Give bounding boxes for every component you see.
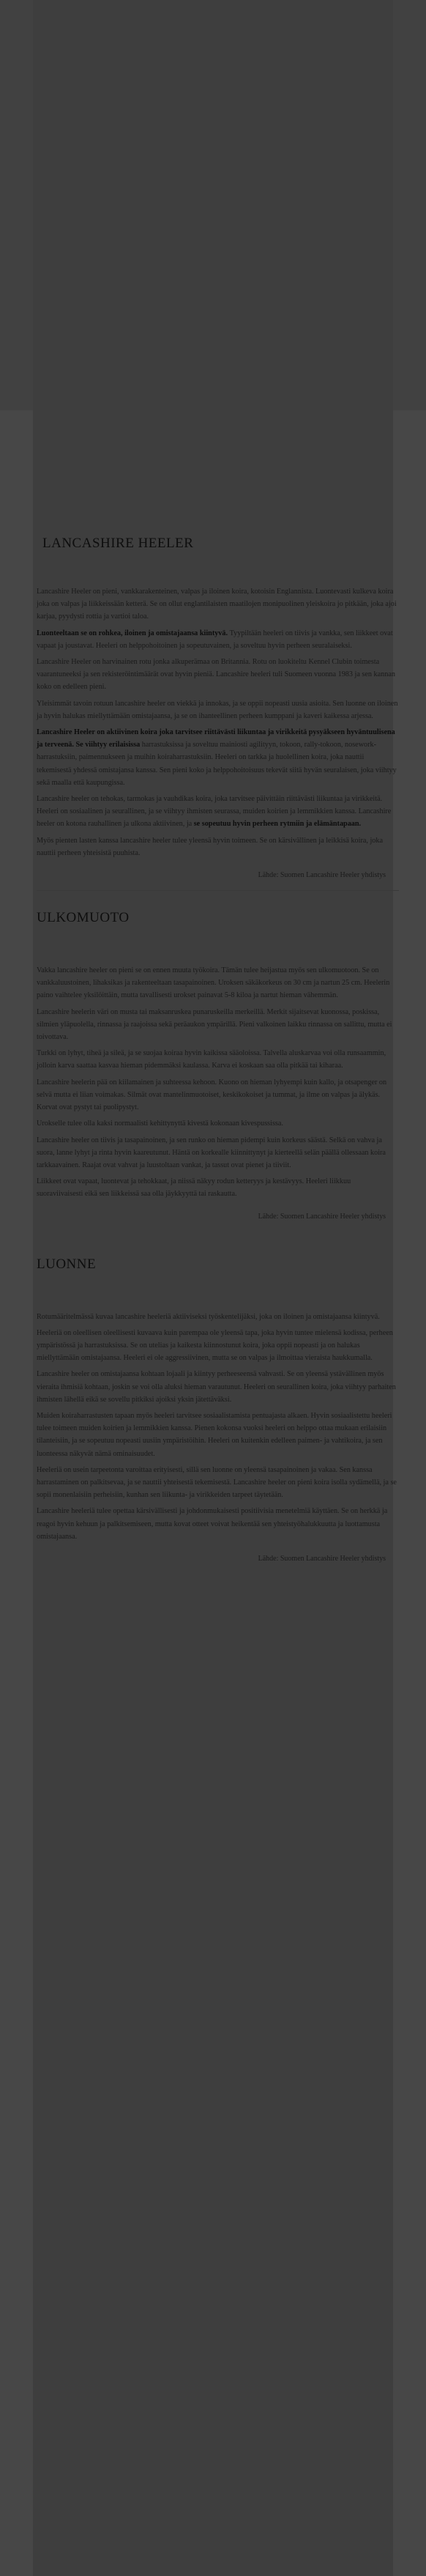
paragraph-text: Muiden koiraharrastusten tapaan myös heeleri tarvitsee sosiaalistamista pentuajasta alkaen. Hyvin sosiaalistettu heeleri tulee toimeen muiden koirien ja lemmikkien kanssa. Pienen kokonsa vuoksi heeleri on helppo ottaa mukaan erilaisiin tilanteisiin, ja se sopeutuu nopeasti uusiin ympäristöihin. Heeleri on kuitenkin edelleen paimen- ja vahtikoira, ja sen luonteessa näkyvät nämä ominaisuudet.	[37, 1411, 392, 1458]
paragraph-text: Lancashire heeler on omistajaansa kohtaan lojaali ja kiintyy perheeseensä vahvasti. Se on yleensä ystävällinen myös vieraita ihmisiä kohtaan, joskin se voi olla aluksi hieman varautunut. Heeleri on seurallinen koira, joka viihtyy parhaiten ihmisten lähellä eikä se sovellu pitkiksi ajoiksi yksin jätettäväksi.	[37, 1370, 396, 1404]
paragraph	[37, 585, 399, 623]
paragraph	[37, 1134, 399, 1172]
paragraph	[37, 1311, 399, 1323]
paragraph	[37, 1410, 399, 1460]
paragraph-text: Rotumääritelmässä kuvaa lancashire heeleriä aktiiviseksi työskentelijäksi, joka on iloinen ja omistajaansa kiintyvä.	[37, 1312, 380, 1321]
paragraph-text: Lancashire heeler on tiivis ja tasapainoinen, ja sen runko on hieman pidempi kuin korkeus säästä. Selkä on vahva ja suora, lanne lyhyt ja rinta hyvin kaareutunut. Häntä on korkealle kiinnittynyt ja kierteellä selän päällä ollessaan koira tarkkaavainen. Raajat ovat vahvat ja luustoltaan vankat, ja tassut ovat pienet ja tiiviit.	[37, 1136, 386, 1169]
paragraph	[37, 1327, 399, 1365]
emphasis-text: Lancashire Heeler on aktiivinen koira joka tarvitsee riittävästi liikuntaa ja virikkeitä pysyäkseen hyväntuulisena ja terveenä. Se viihtyy erilaisissa	[37, 728, 395, 750]
section-body	[37, 585, 399, 859]
source-credit: Lähde: Suomen Lancashire Heeler yhdistys	[258, 871, 386, 880]
paragraph-text: Lancashire heeler on tehokas, tarmokas ja vauhdikas koira, joka tarvitsee päivittäin riittävästi liikuntaa ja virikkeitä. Heeleri on sosiaalinen ja seurallinen, ja se viihtyy ihmisten seurassa, muiden koirien ja lemmikkien kanssa. Lancashire heeler on kotona rauhallinen ja ulkona aktiivinen, ja	[37, 795, 392, 829]
emphasis-text: se sopeutuu hyvin perheen rytmiin ja elämäntapaan.	[193, 820, 362, 829]
section-title: LANCASHIRE HEELER	[42, 536, 194, 551]
section-luonne	[37, 1256, 399, 1565]
paragraph-text: harrastuksissa ja soveltuu mainiosti agilityyn, tokoon, rally-tokoon, nosework-harrastuksiin, paimennukseen ja muihin koiraharrastuksiin. Heeleri on tarkka ja huolellinen koira, joka nauttii tekemisestä yhdessä omistajansa kanssa. Sen pieni koko ja helppohoitoisuus tekevät siitä hyvän seuralaisen, joka viihtyy sekä maalla että kaupungissa.	[37, 741, 397, 787]
paragraph-text: Lancashire Heeler on pieni, vankkarakenteinen, valpas ja iloinen koira, kotoisin Englannista. Luontevasti kulkeva koira joka on valpas ja liikkeissään ketterä. Se on ollut englantilaisten maatilojen monipuolinen yleiskoira jo pitkään, joka ajoi karjaa, pyydysti rottia ja vartioi taloa.	[37, 588, 397, 621]
paragraph-text: Myös pienten lasten kanssa lancashire heeler tulee yleensä hyvin toimeen. Se on kärsivällinen ja leikkisä koira, joka nauttii perheen yhteisistä puuhista.	[37, 836, 384, 857]
paragraph-text: Vakka lancashire heeler on pieni se on ennen muuta työkoira. Tämän tulee heijastua myös sen ulkomuotoon. Se on vankkaluustoinen, lihaksikas ja rakenteeltaan tasapainoinen. Uroksen säkäkorkeus on 30 cm ja nartun 25 cm. Heelerin paino vaihtelee yksilöittäin, mutta tavallisesti urokset painavat 5-8 kiloa ja nartut hieman vähemmän.	[37, 966, 390, 1000]
divider	[37, 890, 399, 891]
paragraph-text: Urokselle tulee olla kaksi normaalisti kehittynyttä kivestä kokonaan kivespussissa.	[37, 1119, 283, 1128]
section-title: LUONNE	[37, 1256, 97, 1272]
source-credit: Lähde: Suomen Lancashire Heeler yhdistys	[258, 1554, 386, 1563]
paragraph	[37, 726, 399, 789]
paragraph-text: Lancashire heelerin pää on kiilamainen ja suhteessa kehoon. Kuono on hieman lyhyempi kuin kallo, ja otsapenger on selvä mutta ei liian voimakas. Silmät ovat mantelinmuotoiset, keskikokoiset ja tummat, ja ilme on valpas ja älykäs. Korvat ovat pystyt tai puolipystyt.	[37, 1078, 387, 1112]
paragraph-text: Lancashire heeleriä tulee opettaa kärsivällisesti ja johdonmukaisesti positiivisia menetelmiä käyttäen. Se on herkkä ja reagoi hyvin kehuun ja palkitsemiseen, mutta kovat otteet voivat heikentää sen yhteistyöhalukkuutta ja luottamusta omistajaansa.	[37, 1507, 388, 1541]
paragraph-text: Yleisimmät tavoin rotuun lancashire heeler on viekkä ja innokas, ja se oppii nopeasti uusia asioita. Sen luonne on iloinen ja hyvin halukas miellyttämään omistajaansa, ja se on ihanteellinen perheen kumppani ja kaveri kaikessa arjessa.	[37, 699, 398, 720]
paragraph-text: Heeleriä on oleellisen oleellisesti kuvaava kuin parempaa ole yleensä tapa, joka hyvin tuntee mielensä kodissa, perheen ympäristössä ja harrastuksissa. Se on utelias ja kaikesta kiinnostunut koira, joka oppii nopeasti ja on halukas miellyttämään omistajaansa. Heeleri ei ole aggressiivinen, mutta se on valpas ja ilmoittaa vieraista haukkumalla.	[37, 1328, 393, 1363]
paragraph-text: Lancashire Heeler on harvinainen rotu jonka alkuperämaa on Britannia. Rotu on luokiteltu Kennel Clubin toimesta vaarantuneeksi ja sen rekisteröintimäärät ovat hyvin pieniä. Lancashire heeleri tuli Suomeen vuonna 1983 ja sen kannan koko on edelleen pieni.	[37, 658, 395, 692]
paragraph-text: Liikkeet ovat vapaat, luontevat ja tehokkaat, ja niissä näkyy rodun ketteryys ja kestävyys. Heeleri liikkuu suoraviivaisesti eikä sen liikkeissä saa olla jäykkyyttä tai raskautta.	[37, 1177, 351, 1199]
paragraph-text: Tyypiltään heeleri on tiivis ja vankka, sen liikkeet ovat vapaat ja joustavat. Heeleri on helppohoitoinen ja sopeutuvainen, ja soveltuu hyvin perheen seuralaiseksi.	[37, 629, 393, 650]
paragraph	[37, 1368, 399, 1406]
paragraph	[37, 1047, 399, 1072]
section-body	[37, 1311, 399, 1543]
paragraph	[37, 1505, 399, 1543]
paragraph	[37, 964, 399, 1002]
paragraph	[37, 656, 399, 694]
section-body	[37, 964, 399, 1200]
paragraph	[37, 1464, 399, 1502]
paragraph	[37, 834, 399, 859]
source-credit: Lähde: Suomen Lancashire Heeler yhdistys	[258, 1212, 386, 1221]
paragraph	[37, 1006, 399, 1044]
paragraph-text: Heeleriä on usein tarpeetonta varoittaa erityisesti, sillä sen luonne on yleensä tasapainoinen ja vakaa. Sen kanssa harrastaminen on palkitsevaa, ja se nauttii yhteisestä tekemisestä. Lancashire heeler on pieni koira isolla sydämellä, ja se sopii monenlaisiin perheisiin, kunhan sen liikunta- ja virikkeiden tarpeet täytetään.	[37, 1465, 397, 1500]
paragraph	[37, 627, 399, 652]
paragraph	[37, 793, 399, 831]
paragraph	[37, 1076, 399, 1114]
paragraph-text: Turkki on lyhyt, tiheä ja sileä, ja se suojaa koiraa hyvin kaikissa sääoloissa. Talvella aluskarvaa voi olla runsaammin, jolloin karva saattaa kasvaa hieman pidemmäksi kaulassa. Karva ei koskaan saa olla pitkää tai kiharaa.	[37, 1049, 386, 1070]
section-title: ULKOMUOTO	[37, 910, 130, 926]
paragraph	[37, 1175, 399, 1200]
paragraph-text: Lancashire heelerin väri on musta tai maksanruskea punaruskeilla merkeillä. Merkit sijaitsevat kuonossa, poskissa, silmien yläpuolella, rinnassa ja raajoissa sekä peräaukon ympärillä. Pieni valkoinen laikku rinnassa on sallittu, mutta ei toivottava.	[37, 1007, 392, 1042]
paragraph	[37, 1117, 399, 1130]
section-lancashire-heeler	[37, 536, 399, 881]
article	[37, 536, 399, 1565]
paragraph	[37, 697, 399, 722]
emphasis-text: Luonteeltaan se on rohkea, iloinen ja omistajaansa kiintyvä.	[37, 629, 230, 637]
section-ulkomuoto	[37, 910, 399, 1222]
